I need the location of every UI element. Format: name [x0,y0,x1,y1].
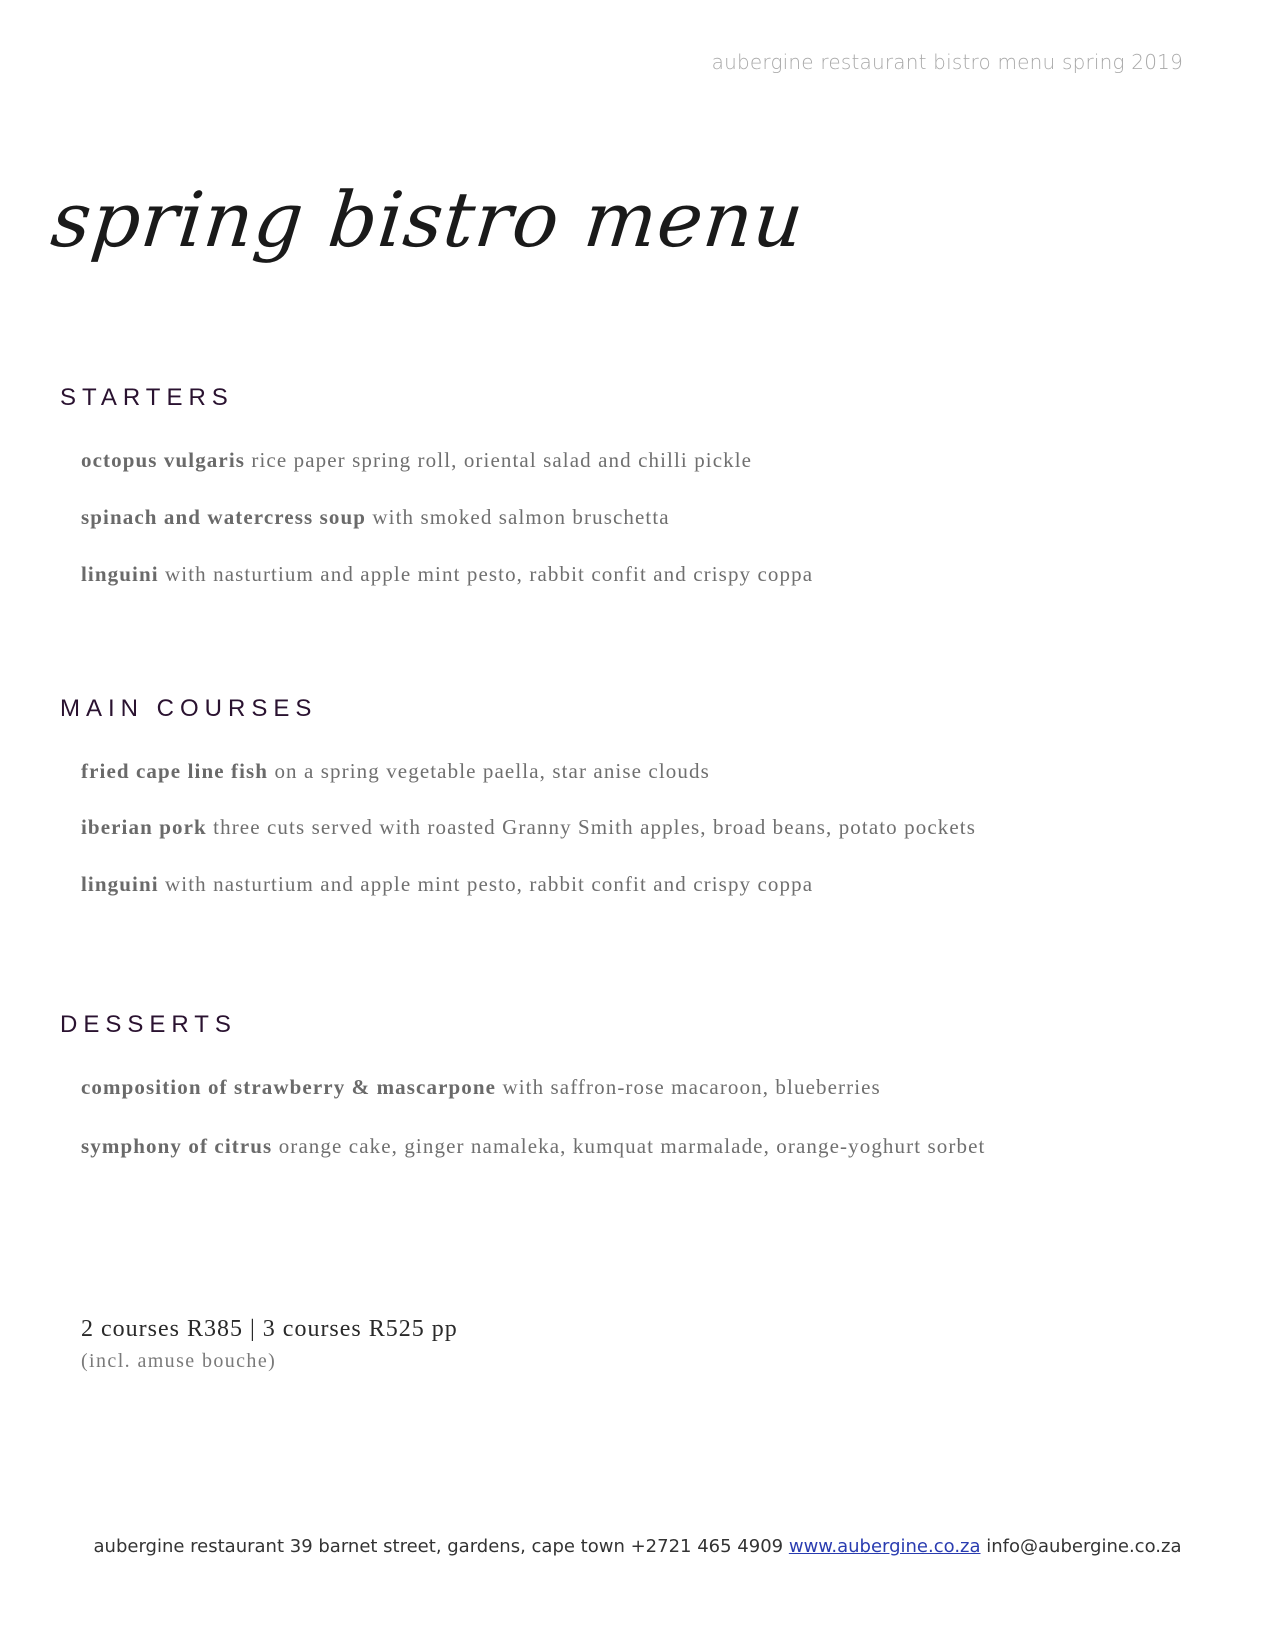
dish-description: orange cake, ginger namaleka, kumquat marmalade, orange-yoghurt sorbet [278,1134,986,1158]
dish-name: linguini [81,562,159,586]
dish-item [81,872,813,897]
dish-item [81,448,752,473]
footer-address: aubergine restaurant 39 barnet street, gardens, cape town +2721 465 4909 [93,1536,784,1557]
dish-name: composition of strawberry & mascarpone [81,1075,497,1099]
dish-item [81,562,813,587]
header-note: aubergine restaurant bistro menu spring 2019 [711,50,1183,74]
dish-description: with nasturtium and apple mint pesto, rabbit confit and crispy coppa [165,872,814,896]
dish-description: with smoked salmon bruschetta [372,505,670,529]
dish-name: fried cape line fish [81,759,269,783]
dish-description: with saffron-rose macaroon, blueberries [502,1075,881,1099]
price-note: (incl. amuse bouche) [81,1350,277,1372]
dish-item [81,815,976,840]
dish-item [81,1075,881,1100]
footer [0,1536,1275,1557]
section-heading-desserts: DESSERTS [60,1011,237,1038]
dish-description: rice paper spring roll, oriental salad and chilli pickle [251,448,753,472]
price-line: 2 courses R385 | 3 courses R525 pp [81,1316,458,1342]
dish-description: with nasturtium and apple mint pesto, rabbit confit and crispy coppa [165,562,814,586]
dish-item [81,505,670,530]
dish-description: on a spring vegetable paella, star anise clouds [274,759,710,783]
website-link[interactable]: www.aubergine.co.za [788,1536,981,1557]
dish-name: octopus vulgaris [81,448,246,472]
dish-item [81,1134,985,1159]
section-heading-starters: STARTERS [60,384,234,411]
dish-item [81,759,710,784]
footer-email: info@aubergine.co.za [986,1536,1182,1557]
dish-name: symphony of citrus [81,1134,273,1158]
dish-name: linguini [81,872,159,896]
dish-name: spinach and watercress soup [81,505,367,529]
dish-description: three cuts served with roasted Granny Smith apples, broad beans, potato pockets [213,815,976,839]
dish-name: iberian pork [81,815,207,839]
menu-title: spring bistro menu [47,175,809,264]
section-heading-main-courses: MAIN COURSES [60,695,318,722]
